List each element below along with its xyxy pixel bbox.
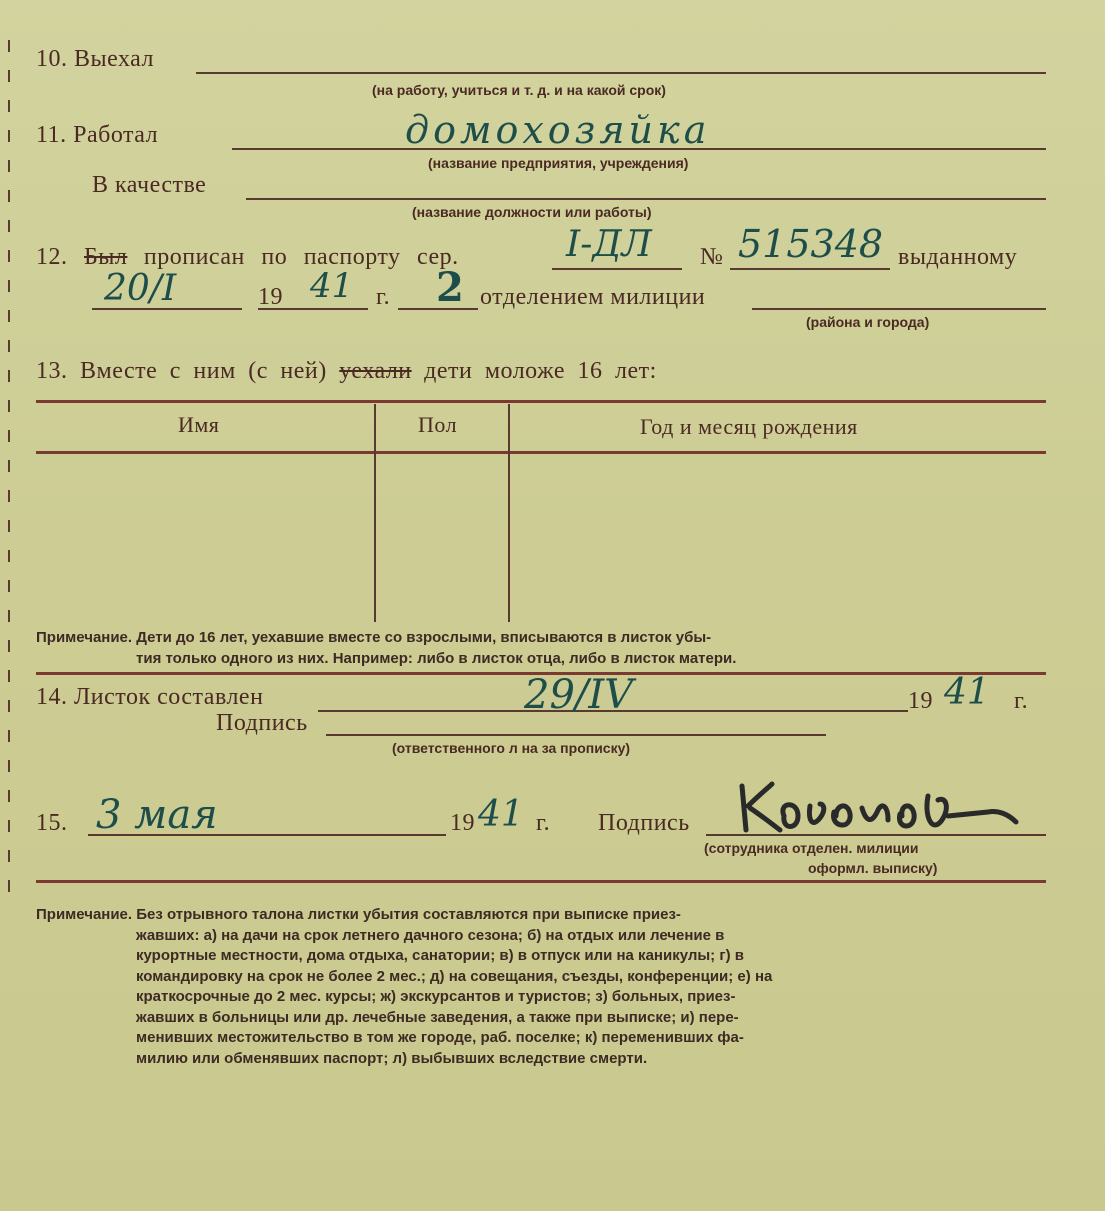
field-14-signature-label: Подпись — [216, 710, 308, 736]
field-15-caption-1: (сотрудника отделен. милиции — [704, 840, 919, 856]
field-15-year-suffix: г. — [536, 810, 551, 836]
field-11-position-line — [246, 198, 1046, 200]
perforation-mark — [8, 640, 10, 652]
table-header-birth: Год и месяц рождения — [640, 414, 858, 439]
field-11-value: домохозяйка — [405, 108, 711, 152]
perforation-mark — [8, 880, 10, 892]
field-12-department-value: 2 — [436, 264, 464, 311]
field-12-caption: (района и города) — [806, 314, 930, 330]
perforation-mark — [8, 220, 10, 232]
perforation-mark — [8, 730, 10, 742]
officer-signature — [728, 776, 1048, 840]
perforation-mark — [8, 610, 10, 622]
perforation-mark — [8, 550, 10, 562]
perforation-mark — [8, 250, 10, 262]
field-12-year-label: 19 — [258, 284, 283, 310]
field-14-year-value: 41 — [944, 672, 990, 713]
perforation-mark — [8, 760, 10, 772]
field-13-label: 13. Вместе с ним (с ней) уехали дети моложе 16 лет: — [36, 358, 657, 384]
field-14-year-prefix: 19 — [908, 688, 933, 714]
field-14-signature-line — [326, 734, 826, 736]
perforation-mark — [8, 40, 10, 52]
field-10-label: 10. Выехал — [36, 46, 154, 72]
field-13-note: Примечание. Дети до 16 лет, уехавшие вместе со взрослыми, вписываются в листок убы- тия только одного из них. Например: либо в листок отца, либо в листок матери. — [36, 629, 737, 667]
table-header-name: Имя — [178, 412, 220, 437]
perforation-mark — [8, 280, 10, 292]
field-12-number-line — [730, 268, 890, 270]
table-divider-2 — [508, 404, 510, 622]
perforation-mark — [8, 820, 10, 832]
field-12-year-line — [258, 308, 368, 310]
perforation-mark — [8, 850, 10, 862]
perforation-mark — [8, 670, 10, 682]
perforation-mark — [8, 700, 10, 712]
field-12-g-label: г. — [376, 284, 391, 310]
field-10-line — [196, 72, 1046, 74]
perforation-mark — [8, 370, 10, 382]
perforation-mark — [8, 790, 10, 802]
field-15-signature-label: Подпись — [598, 810, 690, 836]
field-12-series-line — [552, 268, 682, 270]
field-12-date-value: 20/I — [104, 268, 177, 309]
perforation-mark — [8, 130, 10, 142]
field-11-position-label: В качестве — [92, 172, 207, 198]
field-14-year-suffix: г. — [1014, 688, 1029, 714]
field-11-caption: (название предприятия, учреждения) — [428, 155, 689, 171]
table-top-rule — [36, 400, 1046, 403]
perforation-mark — [8, 430, 10, 442]
field-12-label: 12. Был прописан по паспорту сер. — [36, 244, 459, 270]
perforation-mark — [8, 490, 10, 502]
perforation-mark — [8, 160, 10, 172]
bottom-rule — [36, 880, 1046, 883]
table-divider-1 — [374, 404, 376, 622]
field-15-date-value: 3 мая — [96, 792, 218, 838]
perforation-mark — [8, 580, 10, 592]
perforation-mark — [8, 340, 10, 352]
perforation-mark — [8, 70, 10, 82]
perforation-mark — [8, 520, 10, 532]
field-12-issued-label: выданному — [898, 244, 1018, 270]
perforation-mark — [8, 310, 10, 322]
bottom-note-body: жавших: а) на дачи на срок летнего дачного сезона; б) на отдых или лечение в курортные местности, дома отдыха, санатории; в) в отпуск или на каникулы; г) в командировку на срок не более 2 мес.; д) на совещания, съезды, конференции; е) на краткосрочные до 2 мес. курсы; ж) экскурсантов и туристов; з) больных, приез- жавших в больницы или др. лечебные заведения, а также при выписке; и) пере- менивших местожительство в том же городе, раб. поселке; к) переменивших фа- милию или обменявших паспорт; л) выбывших вследствие смерти. — [136, 926, 773, 1067]
field-12-department-line — [398, 308, 478, 310]
field-12-department-label: отделением милиции — [480, 284, 706, 310]
field-14-label: 14. Листок составлен — [36, 684, 264, 710]
perforation-mark — [8, 400, 10, 412]
field-15-label: 15. — [36, 810, 68, 836]
field-12-district-line — [752, 308, 1046, 310]
field-12-series-value: I-ДЛ — [566, 224, 652, 265]
field-11-label: 11. Работал — [36, 122, 159, 148]
field-15-caption-2: оформл. выписку) — [808, 860, 938, 876]
field-11-position-caption: (название должности или работы) — [412, 204, 652, 220]
field-10-caption: (на работу, учиться и т. д. и на какой срок) — [372, 82, 666, 98]
field-15-year-prefix: 19 — [450, 810, 475, 836]
field-12-year-value: 41 — [310, 266, 354, 306]
bottom-note: Примечание. Без отрывного талона листки убытия составляются при выписке приез- жавших: а) на дачи на срок летнего дачного сезона; б) на отдых или лечение в курортные местности, дома отдыха, санатории; в) в отпуск или на каникулы; г) в командировку на срок не более 2 мес.; д) на совещания, съезды, конференции; е) на краткосрочные до 2 мес. курсы; ж) экскурсантов и туристов; з) больных, приез- жавших в больницы или др. лечебные заведения, а также при выписке; и) пере- менивших местожительство в том же городе, раб. поселке; к) переменивших фа- милию или обменявших паспорт; л) выбывших вследствие смерти. — [36, 905, 1040, 1069]
table-header-sex: Пол — [418, 412, 458, 437]
perforation-mark — [8, 190, 10, 202]
field-15-year-value: 41 — [478, 794, 524, 835]
field-12-number-label: № — [700, 244, 724, 270]
perforation-mark — [8, 460, 10, 472]
field-12-number-value: 515348 — [738, 222, 884, 266]
table-header-rule — [36, 451, 1046, 454]
perforation-mark — [8, 100, 10, 112]
field-14-date-value: 29/IV — [524, 672, 634, 718]
field-14-caption: (ответственного л на за прописку) — [392, 740, 631, 756]
